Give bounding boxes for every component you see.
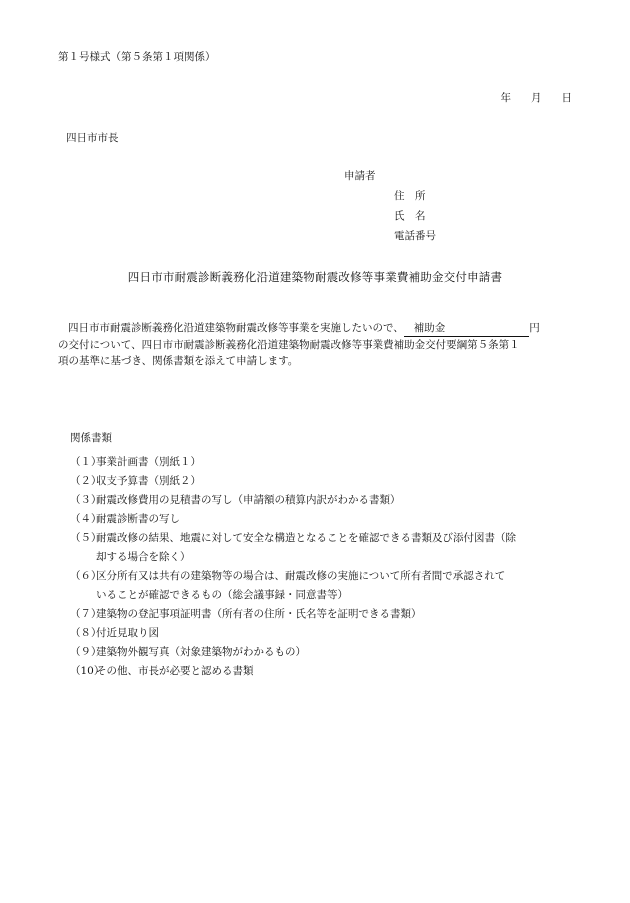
address-label: 住 所 xyxy=(394,190,426,202)
amount-unit: 円 xyxy=(529,322,540,334)
list-item: （９） 建築物外観写真（対象建築物がわかるもの） xyxy=(70,646,306,658)
documents-heading: 関係書類 xyxy=(70,432,112,444)
application-statement xyxy=(58,320,572,369)
date-day-label: 日 xyxy=(561,92,572,104)
list-item: （６） 区分所有又は共有の建築物等の場合は、耐震改修の実施について所有者間で承認されて いることが確認できるもの（総会議事録・同意書等） xyxy=(70,570,506,601)
list-item: （５） 耐震改修の結果、地震に対して安全な構造となることを確認できる書類及び添付図書（除 却する場合を除く） xyxy=(70,532,516,563)
phone-label: 電話番号 xyxy=(394,230,436,242)
documents-list xyxy=(70,453,580,681)
list-item: （２） 収支予算書（別紙２） xyxy=(70,475,201,487)
applicant-heading: 申請者 xyxy=(344,170,376,182)
form-number: 第１号様式（第５条第１項関係） xyxy=(58,51,216,63)
list-item: （８） 付近見取り図 xyxy=(70,627,159,639)
date-year-label: 年 xyxy=(500,92,511,104)
page-title: 四日市市耐震診断義務化沿道建築物耐震改修等事業費補助金交付申請書 xyxy=(127,270,503,284)
addressee: 四日市市長 xyxy=(66,132,119,144)
statement-line-1: 四日市市耐震診断義務化沿道建築物耐震改修等事業を実施したいので、 xyxy=(68,322,404,334)
amount-field xyxy=(404,320,530,337)
statement-line-3: 項の基準に基づき、関係書類を添えて申請します。 xyxy=(58,355,299,367)
statement-line-2: の交付について、四日市市耐震診断義務化沿道建築物耐震改修等事業費補助金交付要綱第５条第１ xyxy=(58,339,520,351)
date-month-label: 月 xyxy=(531,92,542,104)
name-label: 氏 名 xyxy=(394,210,426,222)
amount-label: 補助金 xyxy=(413,322,446,334)
list-item: （３） 耐震改修費用の見積書の写し（申請額の積算内訳がわかる書類） xyxy=(70,494,401,506)
list-item: （４） 耐震診断書の写し xyxy=(70,513,180,525)
list-item: （10） その他、市長が必要と認める書類 xyxy=(70,665,254,677)
date-line xyxy=(501,93,573,104)
list-item: （１） 事業計画書（別紙１） xyxy=(70,456,201,468)
list-item: （７） 建築物の登記事項証明書（所有者の住所・氏名等を証明できる書類） xyxy=(70,608,422,620)
